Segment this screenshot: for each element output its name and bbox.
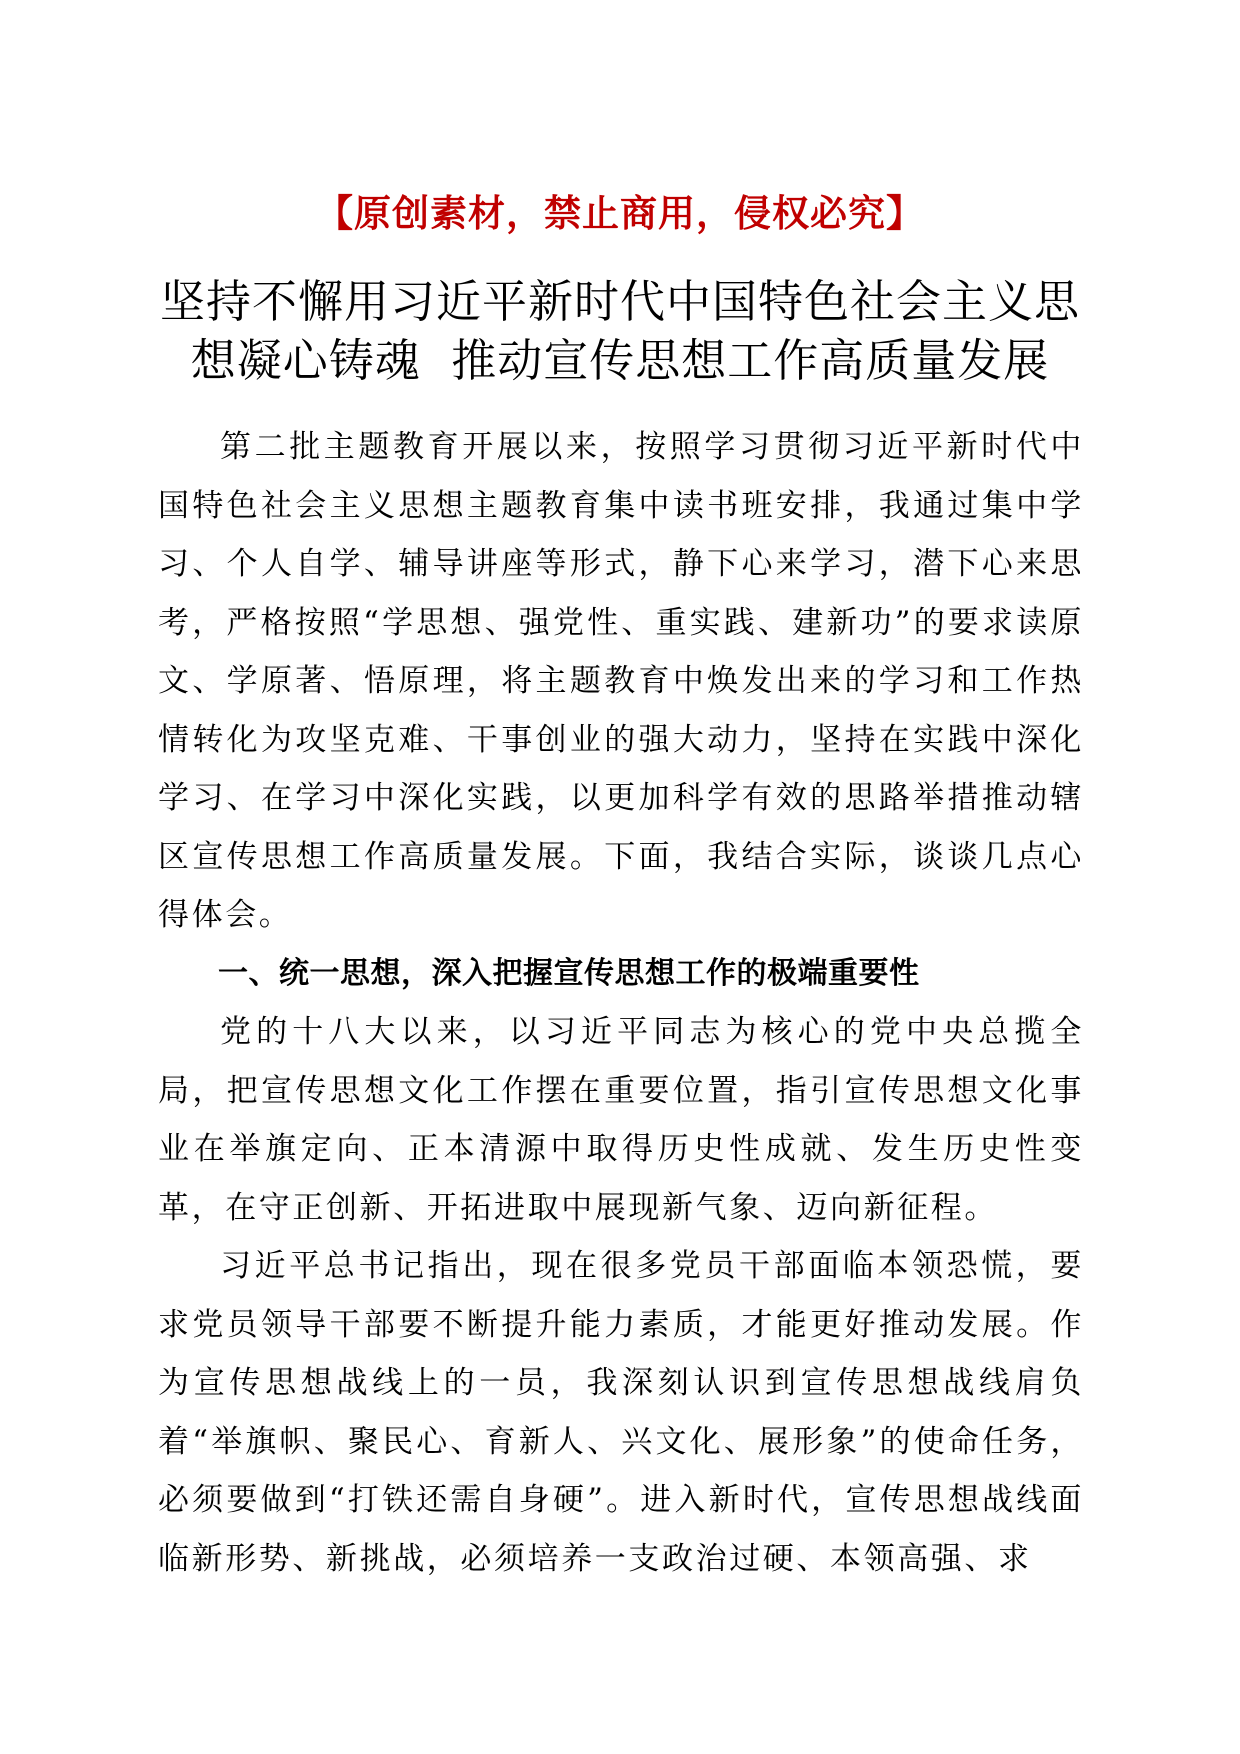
document-body bbox=[158, 418, 1084, 1588]
body-paragraph-3: 习近平总书记指出，现在很多党员干部面临本领恐慌，要求党员领导干部要不断提升能力素质，才能更好推动发展。作为宣传思想战线上的一员，我深刻认识到宣传思想战线肩负着“举旗帜、聚民心、育新人、兴文化、展形象”的使命任务，必须要做到“打铁还需自身硬”。进入新时代，宣传思想战线面临新形势、新挑战，必须培养一支政治过硬、本领高强、求 bbox=[158, 1248, 1084, 1577]
document-title bbox=[150, 272, 1090, 390]
body-paragraph-2: 党的十八大以来，以习近平同志为核心的党中央总揽全局，把宣传思想文化工作摆在重要位置，指引宣传思想文化事业在举旗定向、正本清源中取得历史性成就、发生历史性变革，在守正创新、开拓进取中展现新气象、迈向新征程。 bbox=[158, 1014, 1084, 1226]
document-title-line-2: 想凝心铸魂 推动宣传思想工作高质量发展 bbox=[190, 334, 1050, 387]
copyright-banner bbox=[0, 188, 1240, 238]
document-title-line-1: 坚持不懈用习近平新时代中国特色社会主义思 bbox=[159, 275, 1080, 328]
section-heading-1: 一、统一思想，深入把握宣传思想工作的极端重要性 bbox=[218, 955, 920, 991]
copyright-banner-text: 【原创素材，禁止商用，侵权必究】 bbox=[316, 191, 924, 235]
body-paragraph-intro: 第二批主题教育开展以来，按照学习贯彻习近平新时代中国特色社会主义思想主题教育集中读书班安排，我通过集中学习、个人自学、辅导讲座等形式，静下心来学习，潜下心来思考，严格按照“学思想、强党性、重实践、建新功”的要求读原文、学原著、悟原理，将主题教育中焕发出来的学习和工作热情转化为攻坚克难、干事创业的强大动力，坚持在实践中深化学习、在学习中深化实践，以更加科学有效的思路举措推动辖区宣传思想工作高质量发展。下面，我结合实际，谈谈几点心得体会。 bbox=[158, 429, 1084, 933]
